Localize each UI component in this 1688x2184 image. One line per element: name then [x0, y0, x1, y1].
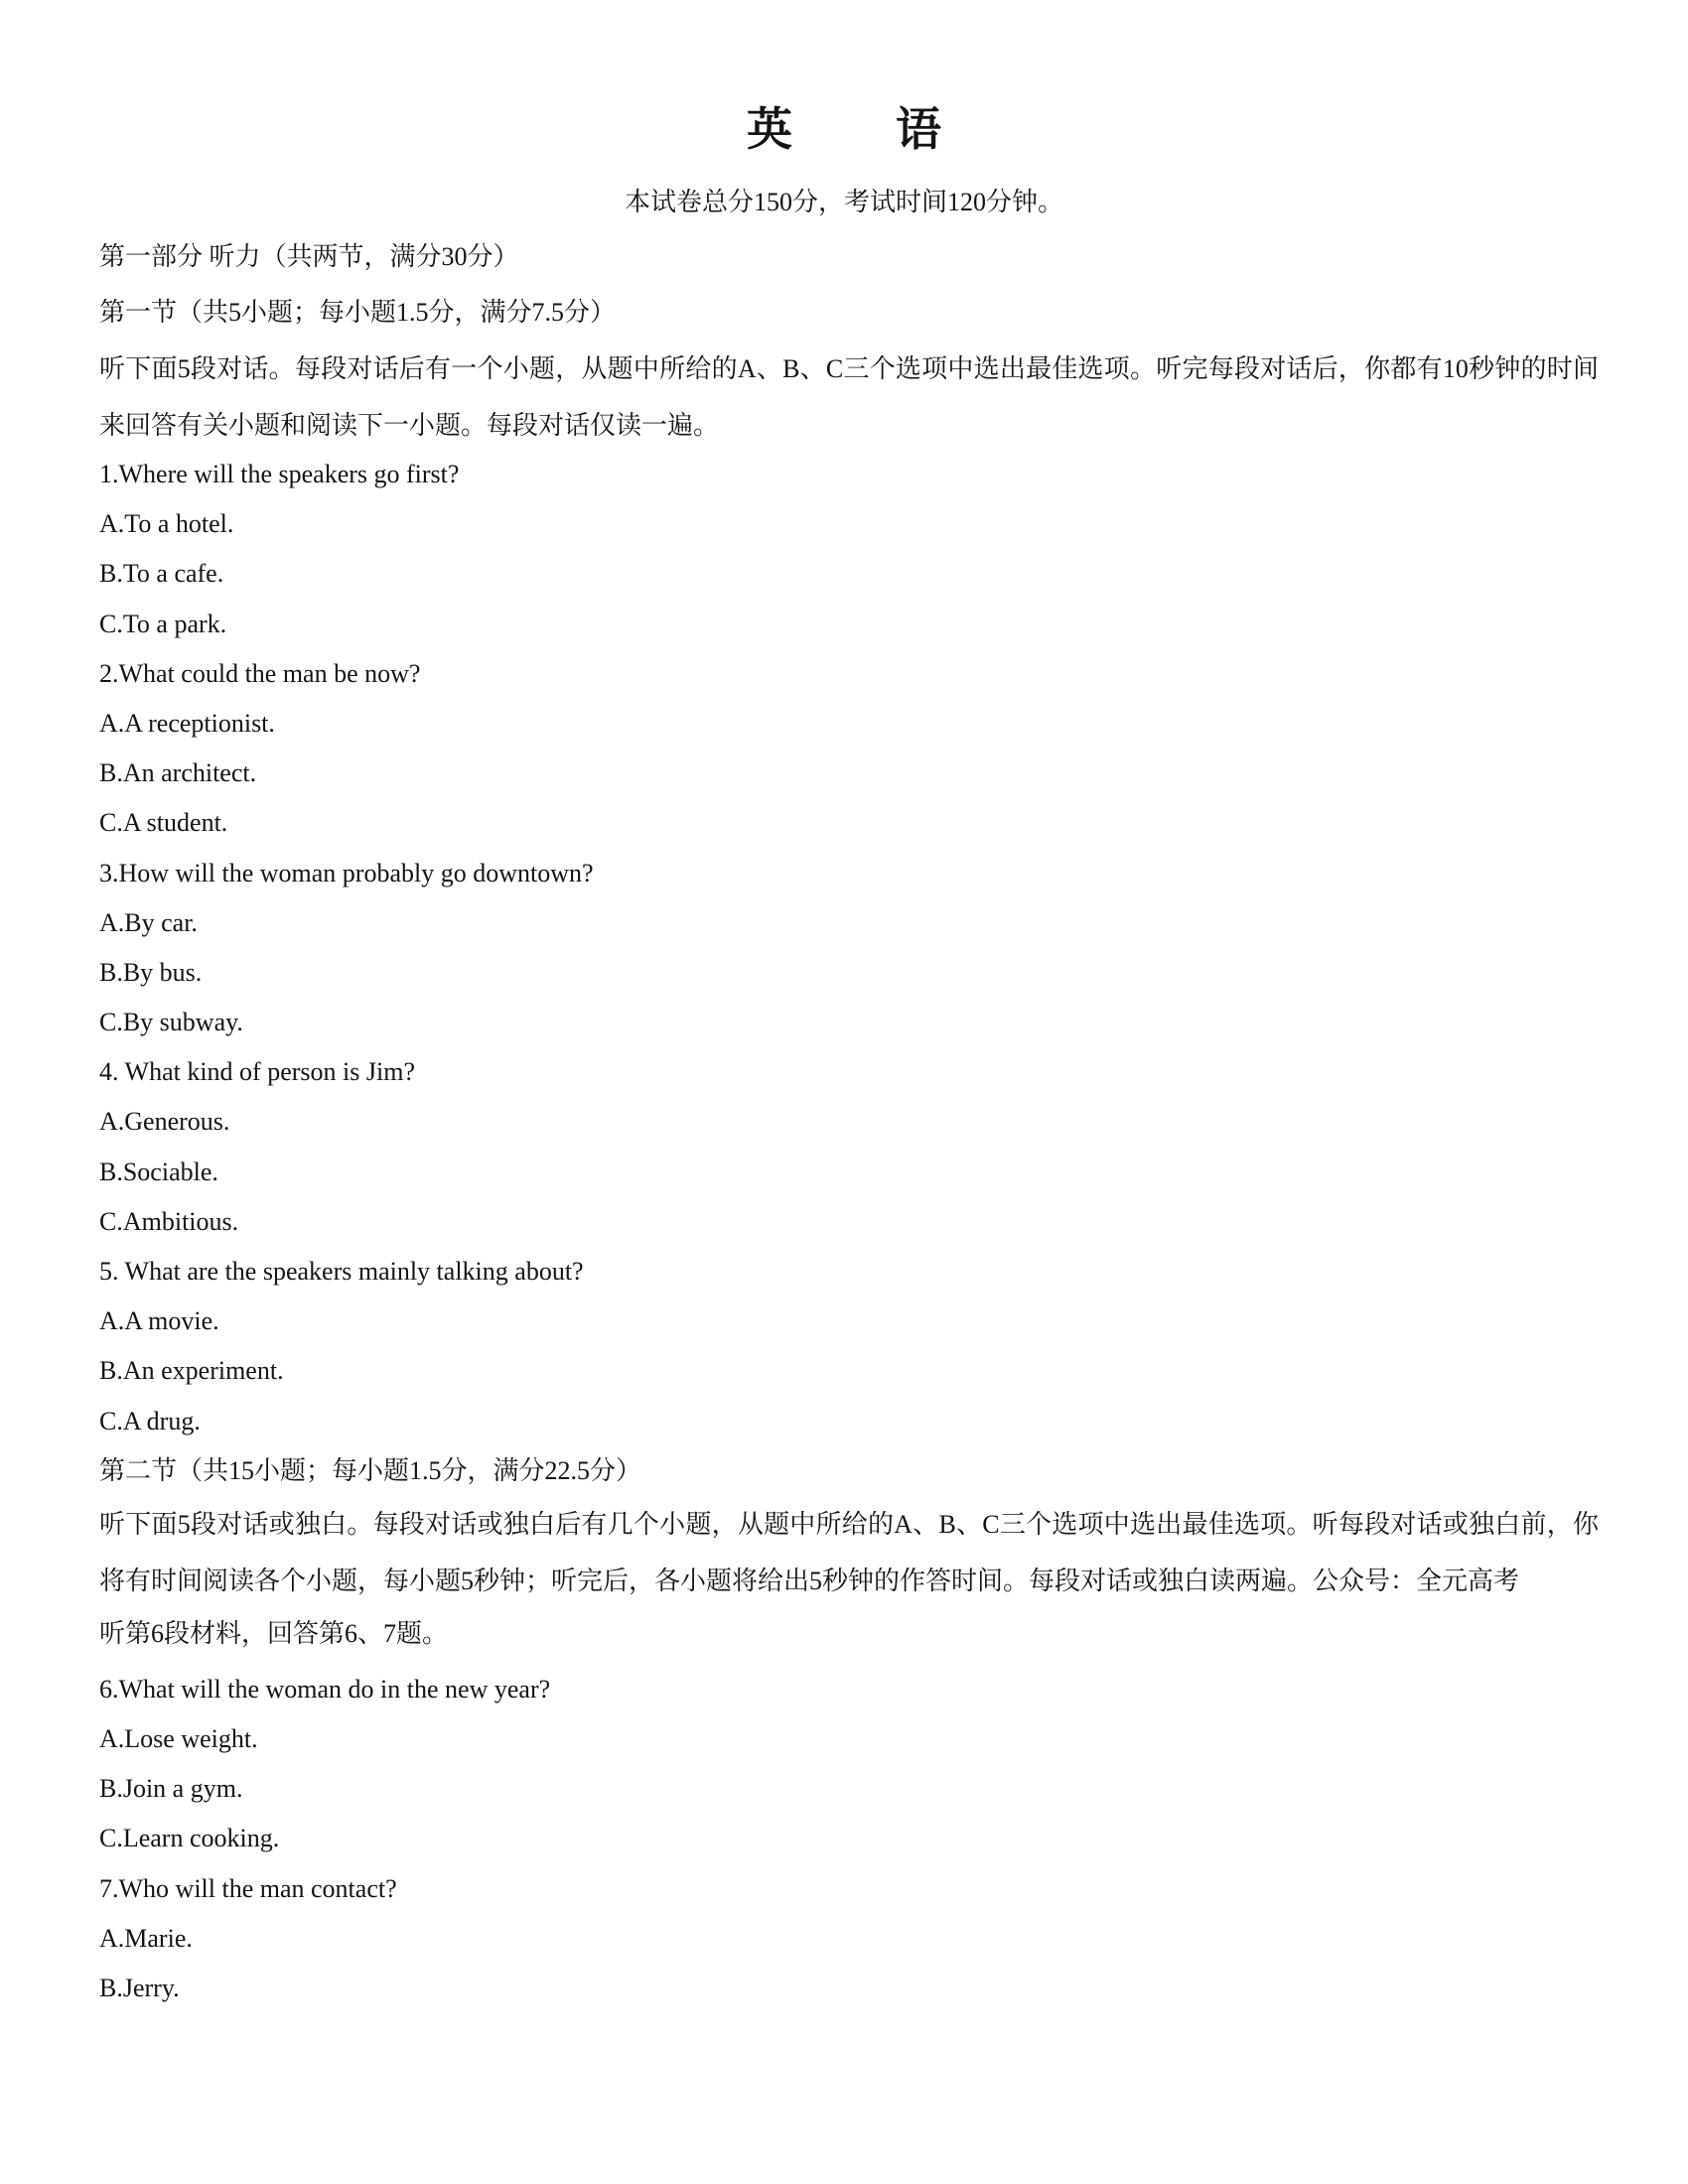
option-b: B.By bus.: [99, 957, 203, 987]
option-c: C.A drug.: [99, 1406, 201, 1435]
question-2: [99, 649, 1599, 849]
question-6: [99, 1665, 1599, 1864]
question-stem: 7.Who will the man contact?: [99, 1873, 397, 1903]
question-5: [99, 1247, 1599, 1446]
option-a: A.Generous.: [99, 1107, 230, 1137]
question-7: [99, 1864, 1599, 2014]
page-title: 英 语: [746, 102, 985, 156]
section2-heading: 第二节（共15小题；每小题1.5分，满分22.5分）: [99, 1455, 642, 1485]
option-a: A.A movie.: [99, 1306, 219, 1336]
question-stem: 2.What could the man be now?: [99, 658, 421, 688]
question-1: [99, 450, 1599, 649]
question-3: [99, 849, 1599, 1048]
option-a: A.Lose weight.: [99, 1723, 258, 1753]
option-c: C.A student.: [99, 808, 228, 838]
section2-instructions: 听下面5段对话或独白。每段对话或独白后有几个小题，从题中所给的A、B、C三个选项中选出最佳选项。听每段对话或独白前，你将有时间阅读各个小题，每小题5秒钟；听完后，各小题将给出5秒钟的作答时间。每段对话或独白读两遍。公众号：全元高考: [99, 1509, 1599, 1595]
option-b: B.An experiment.: [99, 1356, 284, 1386]
question-4: [99, 1047, 1599, 1247]
option-b: B.To a cafe.: [99, 559, 224, 589]
question-stem: 4. What kind of person is Jim?: [99, 1057, 415, 1087]
option-a: A.By car.: [99, 907, 198, 937]
section1-heading: 第一节（共5小题；每小题1.5分，满分7.5分）: [99, 298, 617, 327]
part-heading: 第一部分 听力（共两节，满分30分）: [99, 242, 519, 271]
option-b: B.Jerry.: [99, 1973, 180, 2002]
material-note: 听第6段材料，回答第6、7题。: [99, 1618, 449, 1648]
question-stem: 1.Where will the speakers go first?: [99, 460, 460, 488]
option-c: C.Learn cooking.: [99, 1824, 280, 1853]
option-c: C.By subway.: [99, 1008, 243, 1037]
exam-body: [99, 241, 1599, 2013]
question-stem: 3.How will the woman probably go downtown?: [99, 858, 594, 887]
exam-info: 本试卷总分150分，考试时间120分钟。: [624, 188, 1063, 216]
option-b: B.Sociable.: [99, 1157, 218, 1186]
option-c: C.To a park.: [99, 609, 227, 638]
option-a: A.To a hotel.: [99, 509, 234, 539]
question-stem: 5. What are the speakers mainly talking about?: [99, 1257, 584, 1286]
option-c: C.Ambitious.: [99, 1206, 239, 1236]
option-a: A.Marie.: [99, 1923, 193, 1953]
option-b: B.Join a gym.: [99, 1774, 243, 1804]
section1-instructions: 听下面5段对话。每段对话后有一个小题，从题中所给的A、B、C三个选项中选出最佳选项。听完每段对话后，你都有10秒钟的时间来回答有关小题和阅读下一小题。每段对话仅读一遍。: [99, 354, 1599, 440]
question-stem: 6.What will the woman do in the new year?: [99, 1674, 551, 1704]
option-a: A.A receptionist.: [99, 708, 275, 738]
option-b: B.An architect.: [99, 758, 257, 788]
